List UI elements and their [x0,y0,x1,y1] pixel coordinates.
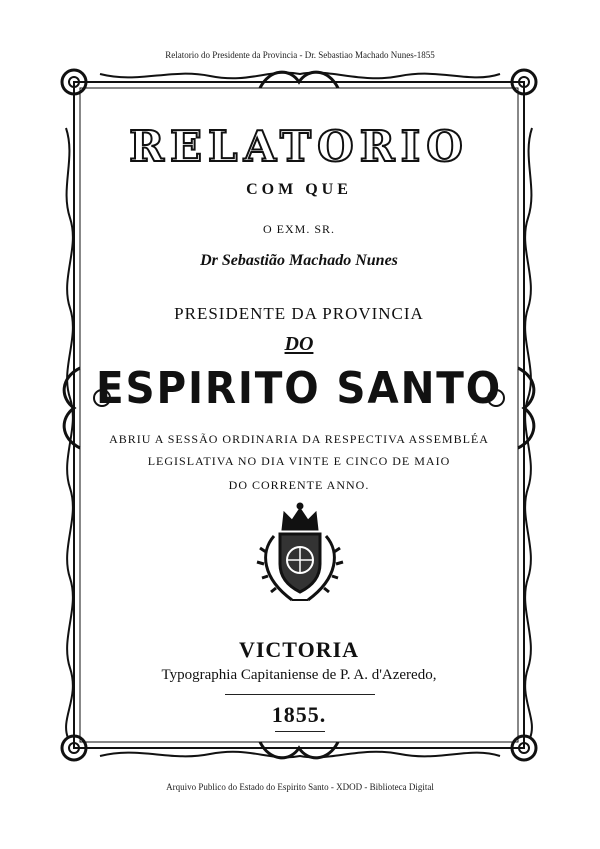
title-do: DO [284,333,314,355]
body-line-1: ABRIU A SESSÃO ORDINARIA DA RESPECTIVA ASSEMBLÉA [109,432,489,446]
title-name: Dr Sebastião Machado Nunes [200,252,398,269]
imprint-year: 1855. [271,702,327,727]
page-header: Relatorio do Presidente da Provincia - Dr. Sebastiao Machado Nunes-1855 [165,50,435,60]
title-exm-sr: O EXM. SR. [262,222,335,236]
body-line-2: LEGISLATIVA NO DIA VINTE E CINCO DE MAIO [147,454,451,468]
imprint-city: VICTORIA [238,637,360,662]
page-footer: Arquivo Publico do Estado do Espirito Santo - XDOD - Biblioteca Digital [166,782,434,792]
title-espirito-santo: ESPIRITO SANTO [95,363,503,414]
imperial-coat-of-arms-icon [252,502,348,604]
divider-rule [225,694,375,695]
title-presidente: PRESIDENTE DA PROVINCIA [174,304,424,323]
title-com-que: COM QUE [246,181,352,198]
imprint-printer: Typographia Capitaniense de P. A. d'Azeredo, [161,667,437,683]
title-relatorio: RELATORIO [129,122,469,171]
year-underline [275,731,325,732]
body-line-3: DO CORRENTE ANNO. [228,478,370,492]
